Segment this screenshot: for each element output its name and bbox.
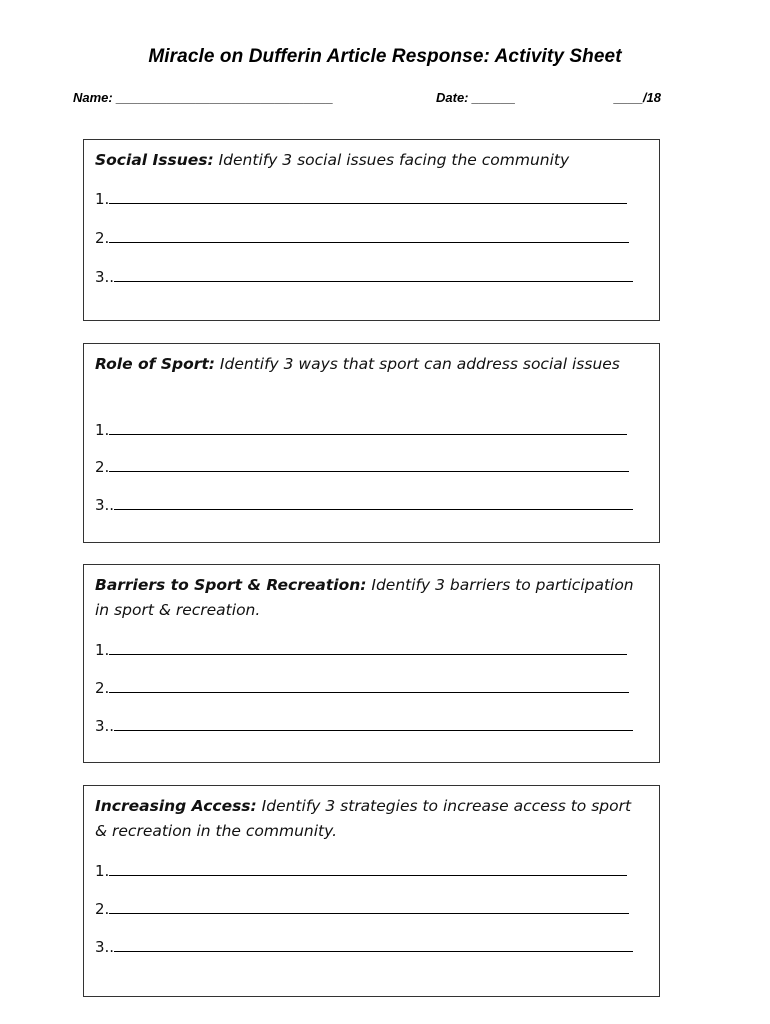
answer-line-1[interactable]: [95, 421, 627, 439]
name-field[interactable]: Name: ______________________________: [73, 90, 334, 105]
answer-number: 2.: [95, 679, 110, 697]
section-label: Role of Sport:: [95, 355, 215, 373]
answer-number: 2.: [95, 458, 110, 476]
section-heading: [95, 794, 640, 844]
section-increasing-access: [83, 785, 660, 997]
section-heading: [95, 573, 640, 623]
answer-blank[interactable]: [114, 717, 633, 731]
answer-number: 2.: [95, 900, 110, 918]
date-field[interactable]: Date: ______: [436, 90, 516, 105]
answer-number: 3..: [95, 717, 115, 735]
answer-line-3[interactable]: [95, 938, 633, 956]
answer-number: 1.: [95, 190, 110, 208]
answer-number: 1.: [95, 862, 110, 880]
answer-blank[interactable]: [109, 458, 629, 472]
section-social-issues: [83, 139, 660, 321]
section-prompt: Identify 3 barriers to participation in sport & recreation.: [95, 576, 634, 619]
answer-blank[interactable]: [109, 679, 629, 693]
answer-line-3[interactable]: [95, 268, 633, 286]
answer-line-1[interactable]: [95, 190, 627, 208]
section-label: Social Issues:: [95, 151, 214, 169]
answer-blank[interactable]: [114, 268, 633, 282]
answer-blank[interactable]: [109, 229, 629, 243]
answer-blank[interactable]: [109, 190, 627, 204]
answer-line-2[interactable]: [95, 679, 629, 697]
answer-line-2[interactable]: [95, 458, 629, 476]
answer-number: 3..: [95, 268, 115, 286]
answer-number: 1.: [95, 641, 110, 659]
page-title: Miracle on Dufferin Article Response: Activity Sheet: [148, 46, 622, 67]
section-heading: [95, 352, 640, 377]
section-prompt: Identify 3 strategies to increase access to sport & recreation in the community.: [95, 797, 632, 840]
section-prompt: Identify 3 social issues facing the community: [213, 151, 570, 169]
answer-line-1[interactable]: [95, 862, 627, 880]
answer-number: 3..: [95, 496, 115, 514]
answer-line-1[interactable]: [95, 641, 627, 659]
answer-blank[interactable]: [114, 496, 633, 510]
answer-line-3[interactable]: [95, 496, 633, 514]
section-label: Barriers to Sport & Recreation:: [95, 576, 367, 594]
answer-blank[interactable]: [109, 900, 629, 914]
answer-number: 2.: [95, 229, 110, 247]
section-heading: [95, 148, 640, 173]
answer-line-3[interactable]: [95, 717, 633, 735]
answer-blank[interactable]: [114, 938, 633, 952]
answer-number: 1.: [95, 421, 110, 439]
section-label: Increasing Access:: [95, 797, 257, 815]
answer-line-2[interactable]: [95, 229, 629, 247]
section-prompt: Identify 3 ways that sport can address social issues: [214, 355, 620, 373]
score-field: ____/18: [614, 90, 661, 105]
answer-blank[interactable]: [109, 641, 627, 655]
answer-number: 3..: [95, 938, 115, 956]
answer-blank[interactable]: [109, 421, 627, 435]
section-barriers: [83, 564, 660, 763]
answer-blank[interactable]: [109, 862, 627, 876]
section-role-of-sport: [83, 343, 660, 543]
answer-line-2[interactable]: [95, 900, 629, 918]
